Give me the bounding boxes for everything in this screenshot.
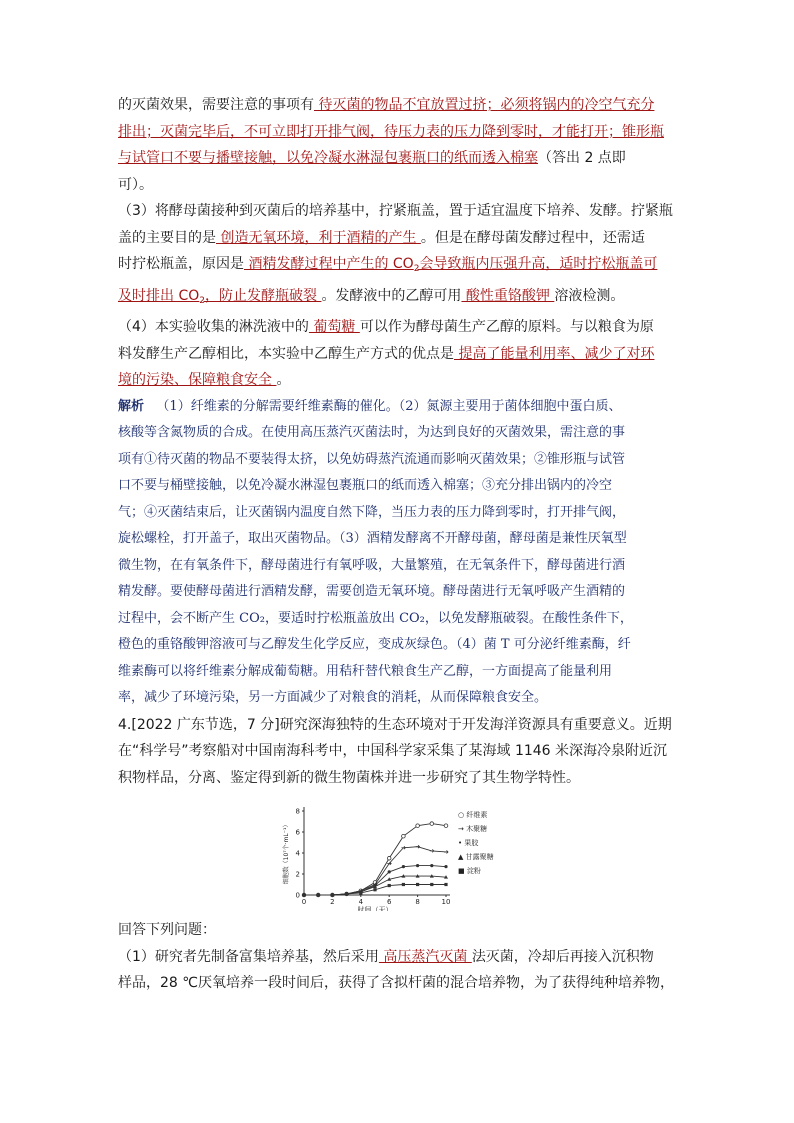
growth-chart — [118, 799, 678, 911]
answer-blank: 创造无氧环境，利于酒精的产生 — [216, 229, 421, 246]
x-axis-label: 时间（天） — [357, 906, 393, 911]
x-tick-label: 2 — [330, 898, 335, 906]
data-point — [416, 845, 420, 848]
answer-blank: 与试管口不要与播壁接触，以免冷凝水淋湿包裹瓶口的纸而透入棉塞 — [118, 150, 538, 166]
data-point — [317, 893, 320, 896]
y-axis-label: 细胞数（10⁷个·mL⁻¹） — [283, 821, 290, 885]
data-point — [388, 884, 391, 887]
data-point — [444, 824, 448, 828]
data-point — [416, 864, 419, 867]
question-line: （1）研究者先制备富集培养基，然后采用 高压蒸汽灭菌 法灭菌，冷却后再接入沉积物 — [118, 948, 654, 965]
x-tick-label: 10 — [441, 898, 451, 906]
y-tick-label: 8 — [295, 807, 300, 816]
question-line: 样品，28 ℃厌氧培养一段时间后，获得了含拟杆菌的混合培养物，为了获得纯种培养物， — [118, 975, 674, 991]
x-tick-label: 8 — [415, 898, 420, 906]
answer-blank: 酒精发酵过程中产生的 $CO_2$会导致瓶内压强升高，适时拧松瓶盖可 — [244, 256, 658, 274]
answer-blank: 提高了能量利用率、减少了对环 — [454, 345, 655, 362]
answer-blank: 待灭菌的物品不宜放置过挤；必须将锅内的冷空气充分 — [314, 97, 655, 113]
data-point — [388, 870, 391, 873]
answer-blank: 酸性重铬酸钾 — [461, 287, 555, 304]
answer-line — [118, 119, 678, 146]
data-point — [302, 893, 305, 896]
data-point — [359, 891, 362, 894]
data-point — [430, 864, 433, 867]
data-point — [444, 865, 447, 868]
explanation-line: 解析 （1）纤维素的分解需要纤维素酶的催化。（2）氮源主要用于菌体细胞中蛋白质、 — [118, 398, 622, 414]
legend-label: • 果胶 — [458, 839, 479, 847]
data-point — [387, 856, 391, 860]
data-point — [444, 883, 447, 886]
y-tick-label: 2 — [295, 870, 300, 879]
data-point — [430, 883, 433, 886]
y-tick-label: 4 — [295, 849, 300, 858]
explanation-line: 率，减少了环境污染，另一方面减少了对粮食的消耗，从而保障粮食安全。 — [118, 690, 548, 705]
legend-label: ▲ 甘露聚糖 — [458, 853, 494, 861]
explanation-line: 微生物，在有氧条件下，酵母菌进行有氧呼吸，大量繁殖，在无氧条件下，酵母菌进行酒 — [118, 557, 626, 573]
explanation-label: 解析 — [118, 398, 145, 414]
section-intro: 回答下列问题： — [118, 922, 216, 938]
growth-chart-svg — [118, 799, 678, 911]
x-tick-label: 4 — [358, 898, 364, 906]
data-point — [402, 834, 406, 838]
answer-blank: 境的污染、保障粮食安全 — [118, 372, 277, 388]
answer-blank: 高压蒸汽灭菌 — [378, 948, 472, 965]
explanation-line: 橙色的重铬酸钾溶液可与乙醇发生化学反应，变成灰绿色。（4）菌 T 可分泌纤维素酶，纤 — [118, 637, 631, 652]
question-line: 境的污染、保障粮食安全 。 — [118, 372, 291, 388]
data-point — [331, 893, 334, 896]
data-point — [444, 850, 448, 853]
question-line: （3）将酵母菌接种到灭菌后的培养基中，拧紧瓶盖，置于适宜温度下培养、发酵。拧紧瓶 — [118, 203, 673, 219]
data-point — [373, 888, 376, 891]
question-line: 在“科学号”考察船对中国南海科考中，中国科学家采集了某海域 1146 米深海冷泉附近沉 — [118, 743, 668, 759]
question-line: 盖的主要目的是 创造无氧环境，利于酒精的产生 。但是在酵母菌发酵过程中，还需适 — [118, 229, 645, 246]
explanation-line: 气；④灭菌结束后，让灭菌锅内温度自然下降，当压力表的压力降到零时，打开排气阀， — [118, 504, 626, 520]
answer-blank: 排出；灭菌完毕后，不可立即打开排气阀，待压力表的压力降到零时，才能打开；锥形瓶 — [118, 123, 664, 140]
explanation-line: 精发酵。要使酵母菌进行酒精发酵，需要创造无氧环境。酵母菌进行无氧呼吸产生酒精的 — [118, 584, 626, 599]
question-line: （4）本实验收集的淋洗液中的 葡萄糖 可以作为酵母菌生产乙醇的原料。与以粮食为原 — [118, 319, 654, 335]
data-point — [416, 883, 419, 886]
explanation-line: 维素酶可以将纤维素分解成葡萄糖。用秸秆替代粮食生产乙醇，一方面提高了能量利用 — [118, 663, 613, 679]
question-line: 积物样品，分离、鉴定得到新的微生物菌株并进一步研究了其生物学特性。 — [118, 769, 580, 786]
answer-blank: 葡萄糖 — [308, 319, 360, 335]
page-content — [118, 92, 678, 997]
y-tick-label: 0 — [295, 891, 300, 900]
data-point — [402, 883, 405, 886]
question-line: 料发酵生产乙醇相比，本实验中乙醇生产方式的优点是 提高了能量利用率、减少了对环 — [118, 345, 655, 362]
data-point — [387, 862, 391, 865]
question-line: 时拧松瓶盖，原因是 酒精发酵过程中产生的 $CO_2$会导致瓶内压强升高，适时拧松瓶盖可 — [118, 256, 658, 274]
data-point — [430, 822, 434, 826]
data-point — [430, 849, 434, 852]
question-line: 4.[2022 广东节选，7 分]研究深海独特的生态环境对于开发海洋资源具有重要意义。近期 — [118, 716, 672, 733]
explanation-line: 口不要与桶壁接触，以免冷凝水淋湿包裹瓶口的纸而透入棉塞；③充分排出锅内的冷空 — [118, 478, 613, 493]
explanation-line: 核酸等含氮物质的合成。在使用高压蒸汽灭菌法时，为达到良好的灭菌效果，需注意的事 — [118, 425, 626, 440]
explanation-line: 过程中，会不断产生 CO₂，要适时拧松瓶盖放出 CO₂，以免发酵瓶破裂。在酸性条件下， — [118, 610, 633, 626]
explanation-line: 项有①待灭菌的物品不要装得太挤，以免妨碍蒸汽流通而影响灭菌效果；②锥形瓶与试管 — [118, 451, 626, 467]
answer-blank: 及时排出 $CO_2$，防止发酵瓶破裂 — [118, 287, 322, 306]
explanation-block — [118, 394, 678, 712]
answer-line: 的灭菌效果，需要注意的事项有 待灭菌的物品不宜放置过挤；必须将锅内的冷空气充分 — [118, 97, 655, 113]
data-point — [416, 824, 420, 828]
x-tick-label: 0 — [301, 898, 307, 906]
answer-line: 可）。 — [118, 176, 153, 193]
answer-line: 与试管口不要与播壁接触，以免冷凝水淋湿包裹瓶口的纸而透入棉塞（答出 2 点即 — [118, 150, 626, 166]
question-line: 及时排出 $CO_2$，防止发酵瓶破裂 。发酵液中的乙醇可用 酸性重铬酸钾 溶液检测。 — [118, 287, 625, 306]
data-point — [345, 892, 348, 895]
y-tick-label: 6 — [295, 828, 300, 837]
explanation-line: 旋松螺栓，打开盖子，取出灭菌物品。（3）酒精发酵离不开酵母菌，酵母菌是兼性厌氧型 — [118, 531, 627, 546]
data-point — [402, 865, 405, 868]
x-tick-label: 6 — [386, 898, 392, 906]
legend-label: ■ 淀粉 — [458, 867, 481, 875]
legend-label: → 木聚糖 — [458, 825, 488, 833]
legend-label: ○ 纤维素 — [458, 811, 488, 819]
